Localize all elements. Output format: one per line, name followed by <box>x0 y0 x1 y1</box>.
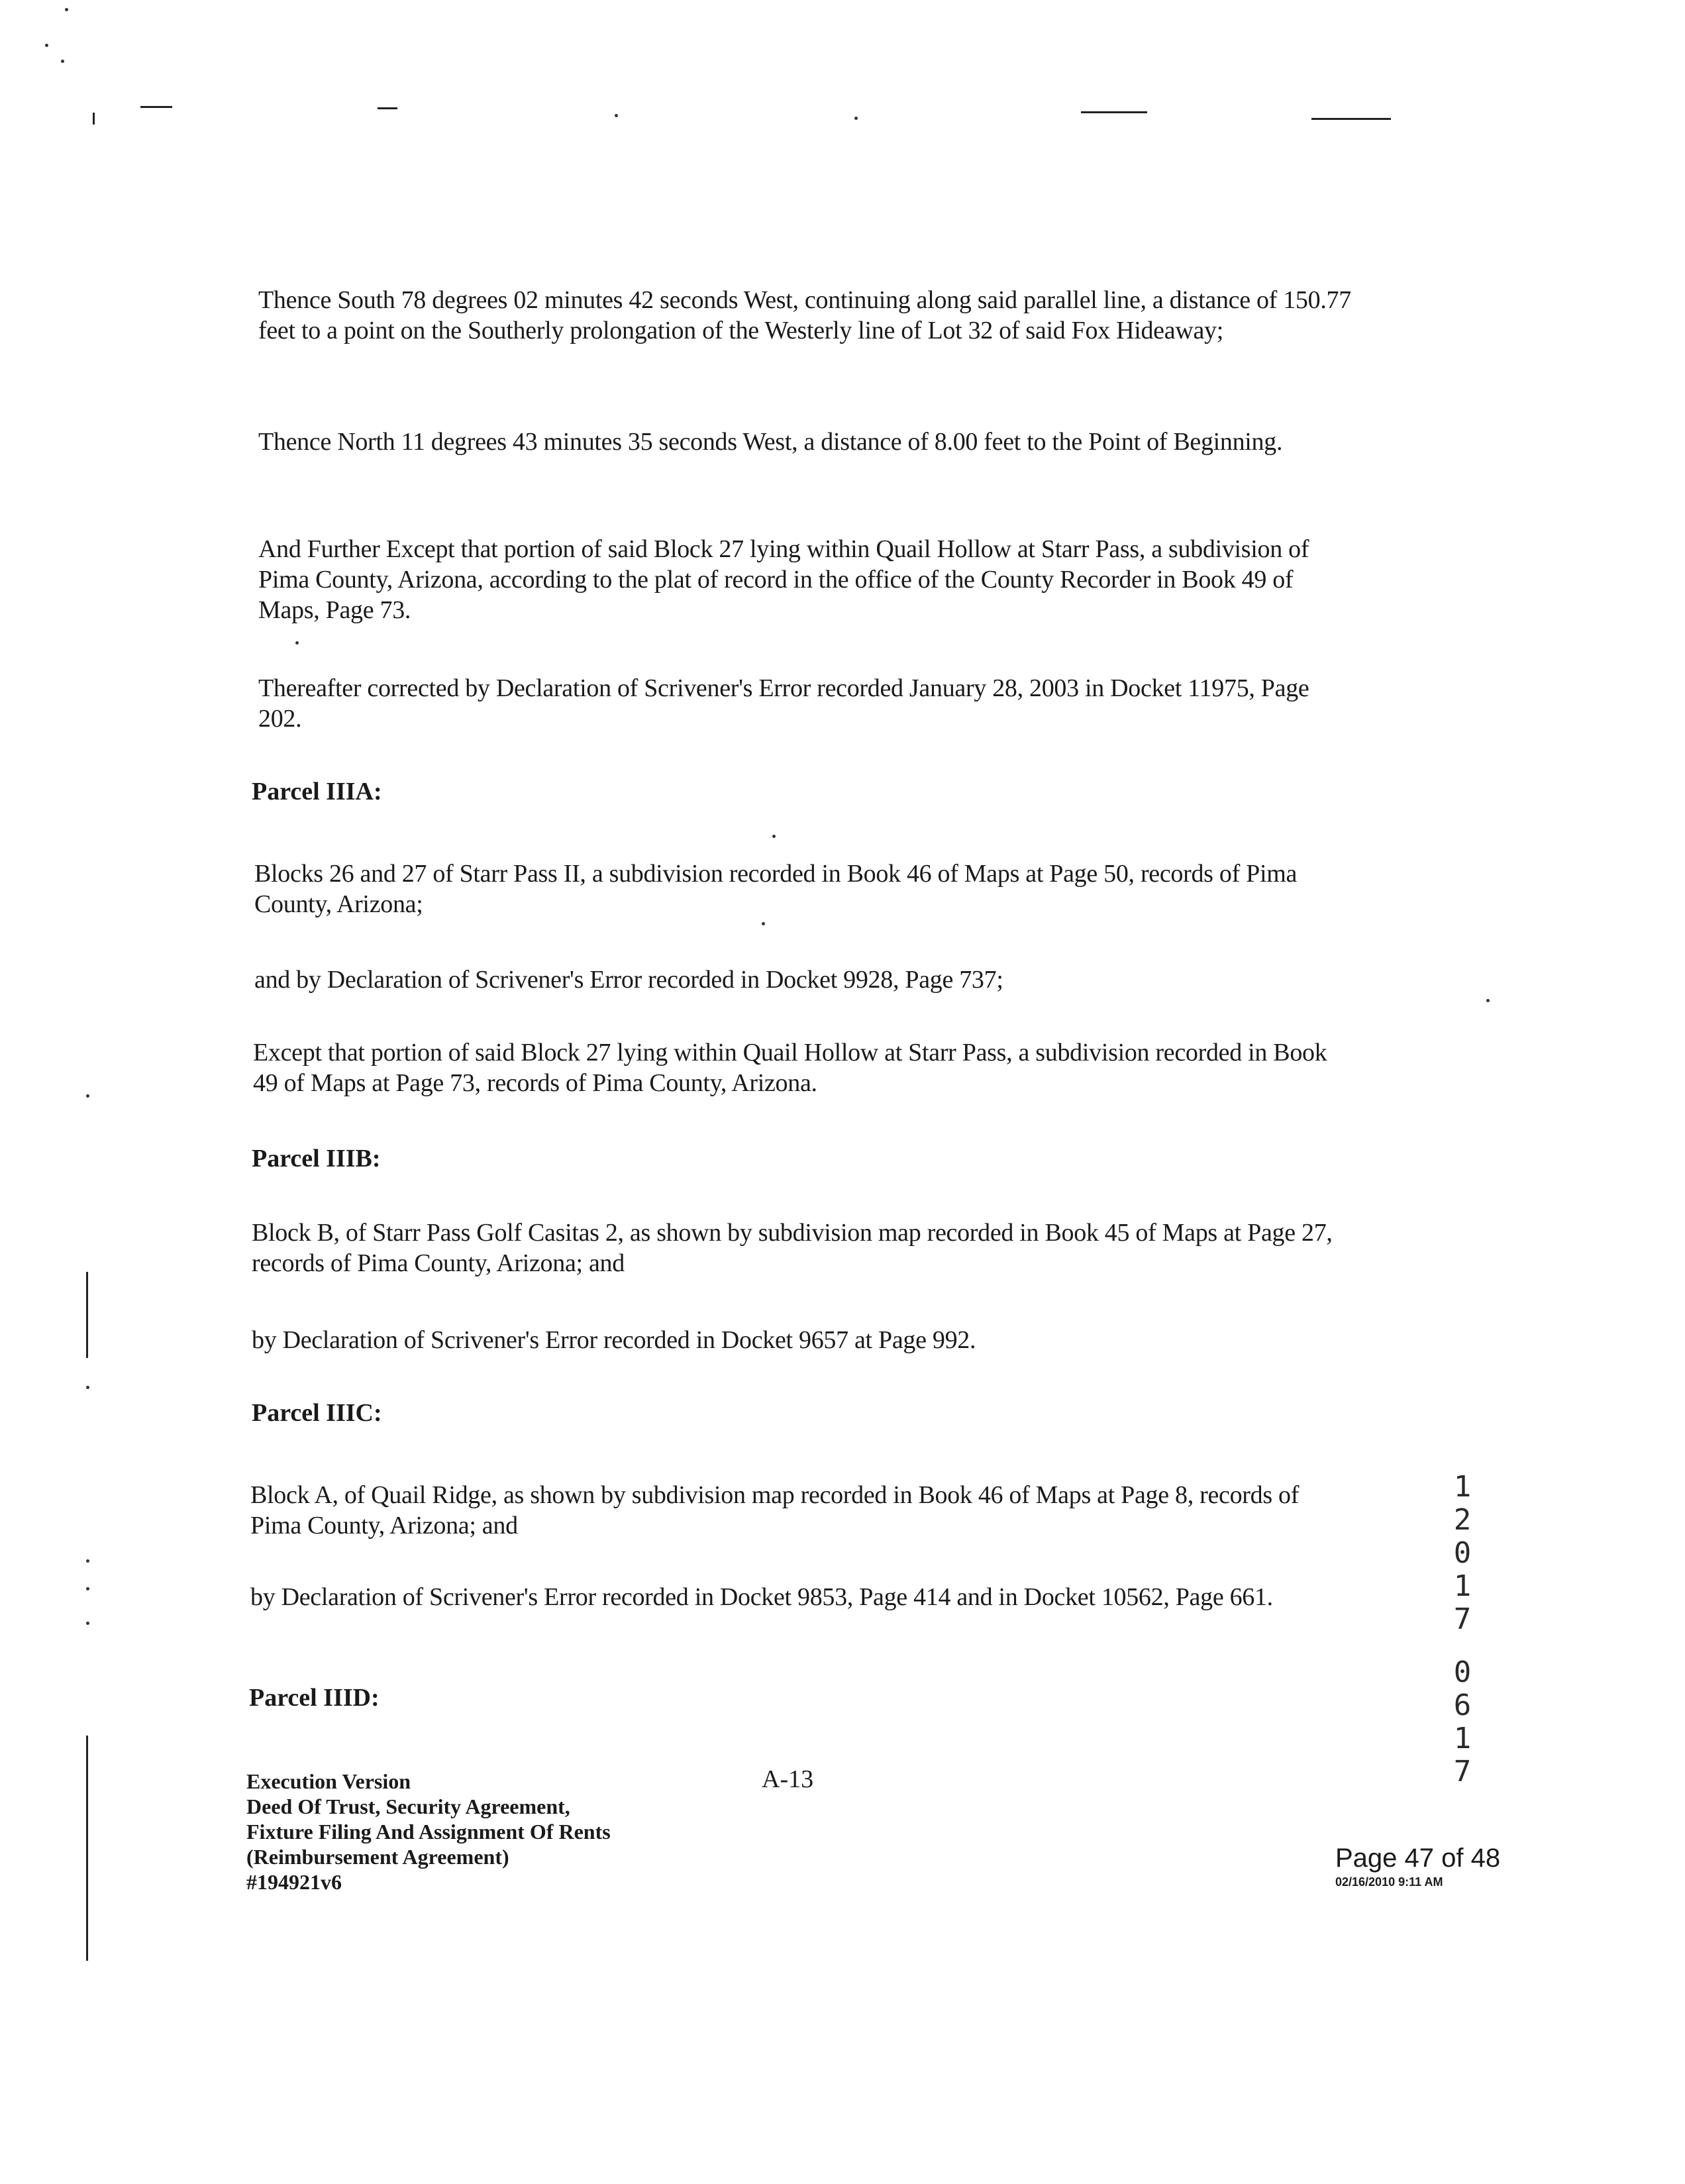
paragraph: Thereafter corrected by Declaration of Scrivener's Error recorded January 28, 2003 in Docket 11975, Page 202. <box>258 674 1309 733</box>
stamp-digit: 0 <box>1453 1536 1472 1570</box>
stamp-digit: 1 <box>1453 1569 1472 1603</box>
paragraph: Block B, of Starr Pass Golf Casitas 2, as shown by subdivision map recorded in Book 45 of Maps at Page 27, records of Pima County, Arizona; and <box>252 1219 1333 1277</box>
paragraph: Thence North 11 degrees 43 minutes 35 seconds West, a distance of 8.00 feet to the Point of Beginning. <box>258 428 1283 456</box>
scan-dot <box>1486 999 1490 1002</box>
scan-dot <box>86 1587 89 1590</box>
scan-mark <box>378 107 397 109</box>
stamp-digit: 0 <box>1453 1655 1472 1689</box>
scan-mark <box>93 113 95 125</box>
scan-mark <box>1311 118 1391 120</box>
scan-dot <box>762 922 765 925</box>
scan-dot <box>61 60 64 63</box>
paragraph: by Declaration of Scrivener's Error recorded in Docket 9853, Page 414 and in Docket 10562, Page 661. <box>250 1583 1273 1611</box>
stamp-digit: 6 <box>1453 1689 1472 1722</box>
scan-dot <box>854 117 858 120</box>
scan-dot <box>86 1386 89 1389</box>
scan-dot <box>86 1559 89 1563</box>
footer-doc-id: #194921v6 <box>246 1870 342 1894</box>
scan-dot <box>65 8 68 11</box>
paragraph: Blocks 26 and 27 of Starr Pass II, a subdivision recorded in Book 46 of Maps at Page 50, records of Pima County, Arizona; <box>254 860 1298 918</box>
stamp-digit: 2 <box>1453 1503 1472 1537</box>
parcel-iiic-heading: Parcel IIIC: <box>252 1399 382 1427</box>
exhibit-page-label: A-13 <box>762 1765 814 1793</box>
stamp-digit: 1 <box>1453 1470 1472 1504</box>
scan-dot <box>45 44 48 47</box>
recording-number-stamp <box>1449 1471 1476 1789</box>
paragraph: Block A, of Quail Ridge, as shown by subdivision map recorded in Book 46 of Maps at Page 8, records of Pima County, Arizona; and <box>250 1481 1300 1539</box>
parcel-iiia-heading: Parcel IIIA: <box>252 778 382 806</box>
scan-mark <box>86 1272 88 1358</box>
page-timestamp: 02/16/2010 9:11 AM <box>1335 1875 1443 1889</box>
scan-dot <box>615 114 618 117</box>
scan-dot <box>86 1622 89 1625</box>
scan-dot <box>86 1094 89 1098</box>
footer-title-line: Fixture Filing And Assignment Of Rents <box>246 1820 611 1844</box>
scan-mark <box>140 106 172 108</box>
footer-version: Execution Version <box>246 1769 411 1793</box>
document-footer <box>246 1769 611 1895</box>
footer-title-line: (Reimbursement Agreement) <box>246 1845 509 1869</box>
page-number: Page 47 of 48 <box>1335 1844 1501 1873</box>
scan-dot <box>295 641 299 645</box>
paragraph: and by Declaration of Scrivener's Error recorded in Docket 9928, Page 737; <box>254 966 1003 994</box>
stamp-digit: 7 <box>1453 1755 1472 1789</box>
scan-mark <box>1081 111 1147 113</box>
paragraph: And Further Except that portion of said Block 27 lying within Quail Hollow at Starr Pass, a subdivision of Pima County, Arizona, according to the plat of record in the office of the County Recorder in Book 49 of Maps, Page 73. <box>258 535 1309 624</box>
parcel-iiid-heading: Parcel IIID: <box>249 1684 380 1712</box>
scan-dot <box>772 835 776 838</box>
footer-title-line: Deed Of Trust, Security Agreement, <box>246 1794 570 1818</box>
paragraph: Thence South 78 degrees 02 minutes 42 seconds West, continuing along said parallel line, a distance of 150.77 feet to a point on the Southerly prolongation of the Westerly line of Lot 32 of said Fox Hideaway; <box>258 286 1351 344</box>
paragraph: by Declaration of Scrivener's Error recorded in Docket 9657 at Page 992. <box>252 1326 976 1354</box>
parcel-iiib-heading: Parcel IIIB: <box>252 1145 381 1172</box>
stamp-digit: 7 <box>1453 1602 1472 1636</box>
scan-mark <box>86 1736 88 1961</box>
stamp-digit <box>1449 1636 1476 1656</box>
paragraph: Except that portion of said Block 27 lying within Quail Hollow at Starr Pass, a subdivision recorded in Book 49 of Maps at Page 73, records of Pima County, Arizona. <box>253 1039 1327 1097</box>
stamp-digit: 1 <box>1453 1722 1472 1755</box>
